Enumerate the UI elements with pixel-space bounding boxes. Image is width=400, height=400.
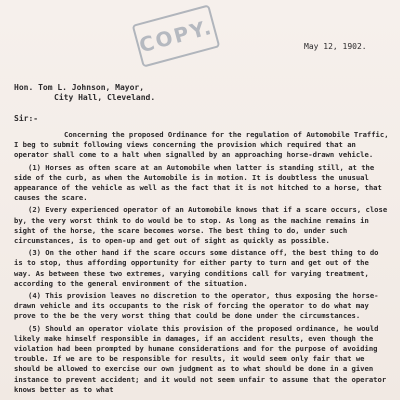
paragraph-3: (3) On the other hand if the scare occurs some distance off, the best thing to do is to stop, thus affording opportunity for either party to turn and get out of the way. As between these two extremes, varying conditions call for varying treatment, according to the general environment of the situation. — [14, 248, 379, 288]
paragraph-2: (2) Every experienced operator of an Automobile knows that if a scare occurs, close by, the very worst think to do would be to stop. As long as the machine remains in sight of the horse, the scare becomes worse. The best thing to do, under such circumstances, is to open-up and get out of sight as quickly as possible. — [14, 205, 388, 246]
copy-stamp — [132, 4, 221, 67]
copy-stamp-text: COPY. — [136, 14, 216, 58]
letter-body — [14, 130, 390, 397]
paragraph-intro: Concerning the proposed Ordinance for the regulation of Automobile Traffic, I beg to submit following views concerning the provision which required that an operator shall come to a halt when signalled by an approaching horse-drawn vehicle. — [14, 130, 389, 160]
recipient-name: Hon. Tom L. Johnson, Mayor, — [14, 83, 145, 92]
recipient-address: City Hall, Cleveland. — [54, 93, 156, 102]
salutation: Sir:- — [14, 114, 39, 123]
paragraph-1: (1) Horses as often scare at an Automobile when latter is standing still, at the side of the curb, as when the Automobile is in motion. It is doubtless the unusual appearance of the vehicle as well as the fact that it is not hitched to a horse, that causes the scare. — [14, 162, 382, 203]
paragraph-5: (5) Should an operator violate this provision of the proposed ordinance, he would likely make himself responsible in damages, if an accident results, even though the violation had been prompted by humane considerations and for the purpose of avoiding trouble. If we are to be responsible for results, it would seem only fair that we should be allowed to exercise our own judgment as to what should be done in a given instance to prevent accident; and it would not seem unfair to assume that the operator knows better as to what — [14, 323, 387, 394]
letter-date: May 12, 1902. — [304, 42, 367, 51]
paragraph-4: (4) This provision leaves no discretion to the operator, thus exposing the horse-drawn vehicle and its occupants to the risk of forcing the operator to do what may prove to the be the very worst thing that could be done under the circumstances. — [14, 291, 379, 321]
